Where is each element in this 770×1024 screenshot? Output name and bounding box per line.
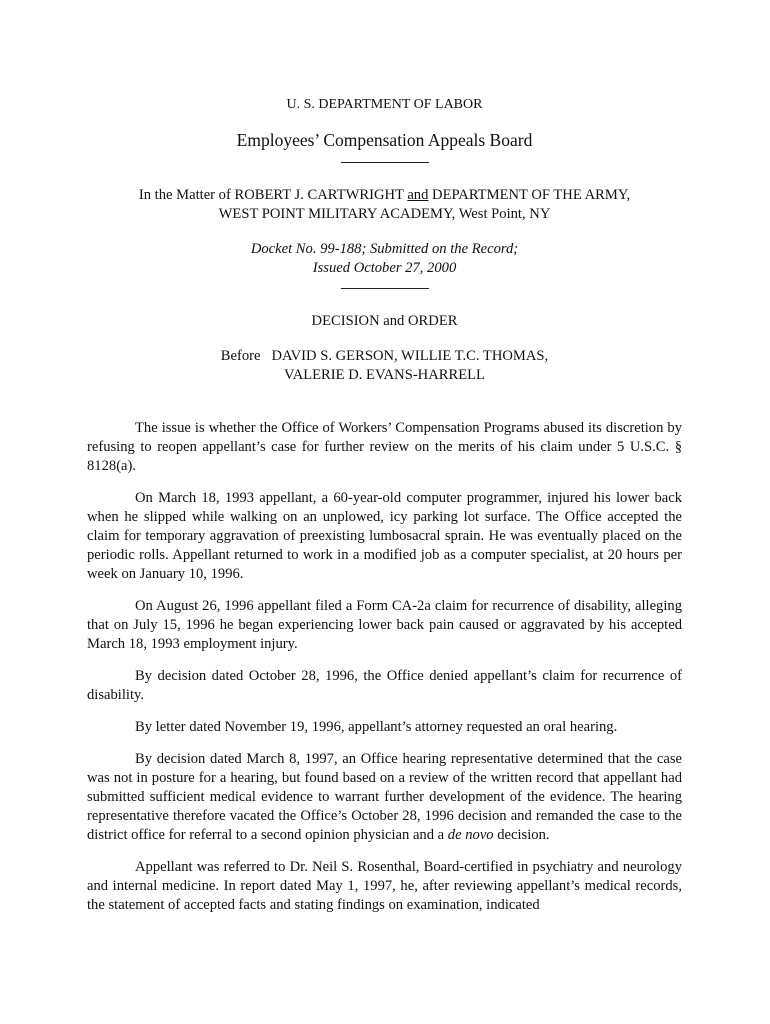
paragraph-6-end: decision. — [493, 827, 550, 843]
case-caption — [87, 186, 682, 224]
paragraph-6-main: By decision dated March 8, 1997, an Office hearing representative determined that the case was not in posture for a hearing, but found based on a review of the written record that appellant had submitted sufficient medical evidence to warrant further development of the evidence. The hearing representative therefore vacated the Office’s October 28, 1996 decision and remanded the case to the district office for referral to a second opinion physician and a — [87, 751, 682, 843]
caption-and: and — [407, 187, 429, 203]
docket-info — [87, 240, 682, 278]
paragraph-4: By decision dated October 28, 1996, the Office denied appellant’s claim for recurrence of disability. — [87, 668, 682, 703]
document-page — [87, 0, 682, 1024]
decision-body — [87, 419, 682, 928]
paragraph-5: By letter dated November 19, 1996, appellant’s attorney requested an oral hearing. — [135, 719, 618, 735]
paragraph-6-italic: de novo — [447, 827, 494, 843]
paragraph-3: On August 26, 1996 appellant filed a Form CA-2a claim for recurrence of disability, alleging that on July 15, 1996 he began experiencing lower back pain caused or aggravated by his accepted March 18, 1993 employment injury. — [87, 598, 682, 652]
caption-prefix: In the Matter of ROBERT J. CARTWRIGHT — [138, 187, 408, 203]
caption-line-1 — [87, 186, 682, 205]
caption-line-2: WEST POINT MILITARY ACADEMY, West Point, NY — [218, 206, 551, 222]
title-rule — [341, 162, 429, 163]
docket-line-1: Docket No. 99-188; Submitted on the Record; — [250, 241, 519, 257]
agency-name: U. S. DEPARTMENT OF LABOR — [286, 97, 483, 112]
docket-line-2: Issued October 27, 2000 — [312, 260, 457, 276]
panel-line-1: Before DAVID S. GERSON, WILLIE T.C. THOMAS, — [220, 348, 549, 364]
paragraph-2: On March 18, 1993 appellant, a 60-year-old computer programmer, injured his lower back when he slipped while walking on an unplowed, icy parking lot surface. The Office accepted the claim for temporary aggravation of preexisting lumbosacral sprain. He was eventually placed on the periodic rolls. Appellant returned to work in a modified job as a computer specialist, at 20 hours per week on January 10, 1996. — [87, 490, 682, 582]
decision-title: DECISION and ORDER — [311, 313, 458, 329]
paragraph-7: Appellant was referred to Dr. Neil S. Rosenthal, Board-certified in psychiatry and neurology and internal medicine. In report dated May 1, 1997, he, after reviewing appellant’s medical records, the statement of accepted facts and stating findings on examination, indicated — [87, 859, 682, 913]
board-title: Employees’ Compensation Appeals Board — [236, 130, 533, 150]
paragraph-6 — [87, 750, 682, 845]
caption-suffix: DEPARTMENT OF THE ARMY, — [428, 187, 631, 203]
docket-rule — [341, 288, 429, 289]
paragraph-1: The issue is whether the Office of Workers’ Compensation Programs abused its discretion by refusing to reopen appellant’s case for further review on the merits of his claim under 5 U.S.C. § 8128(a). — [87, 420, 682, 474]
panel-line-2: VALERIE D. EVANS-HARRELL — [284, 367, 485, 383]
panel-members — [87, 347, 682, 385]
